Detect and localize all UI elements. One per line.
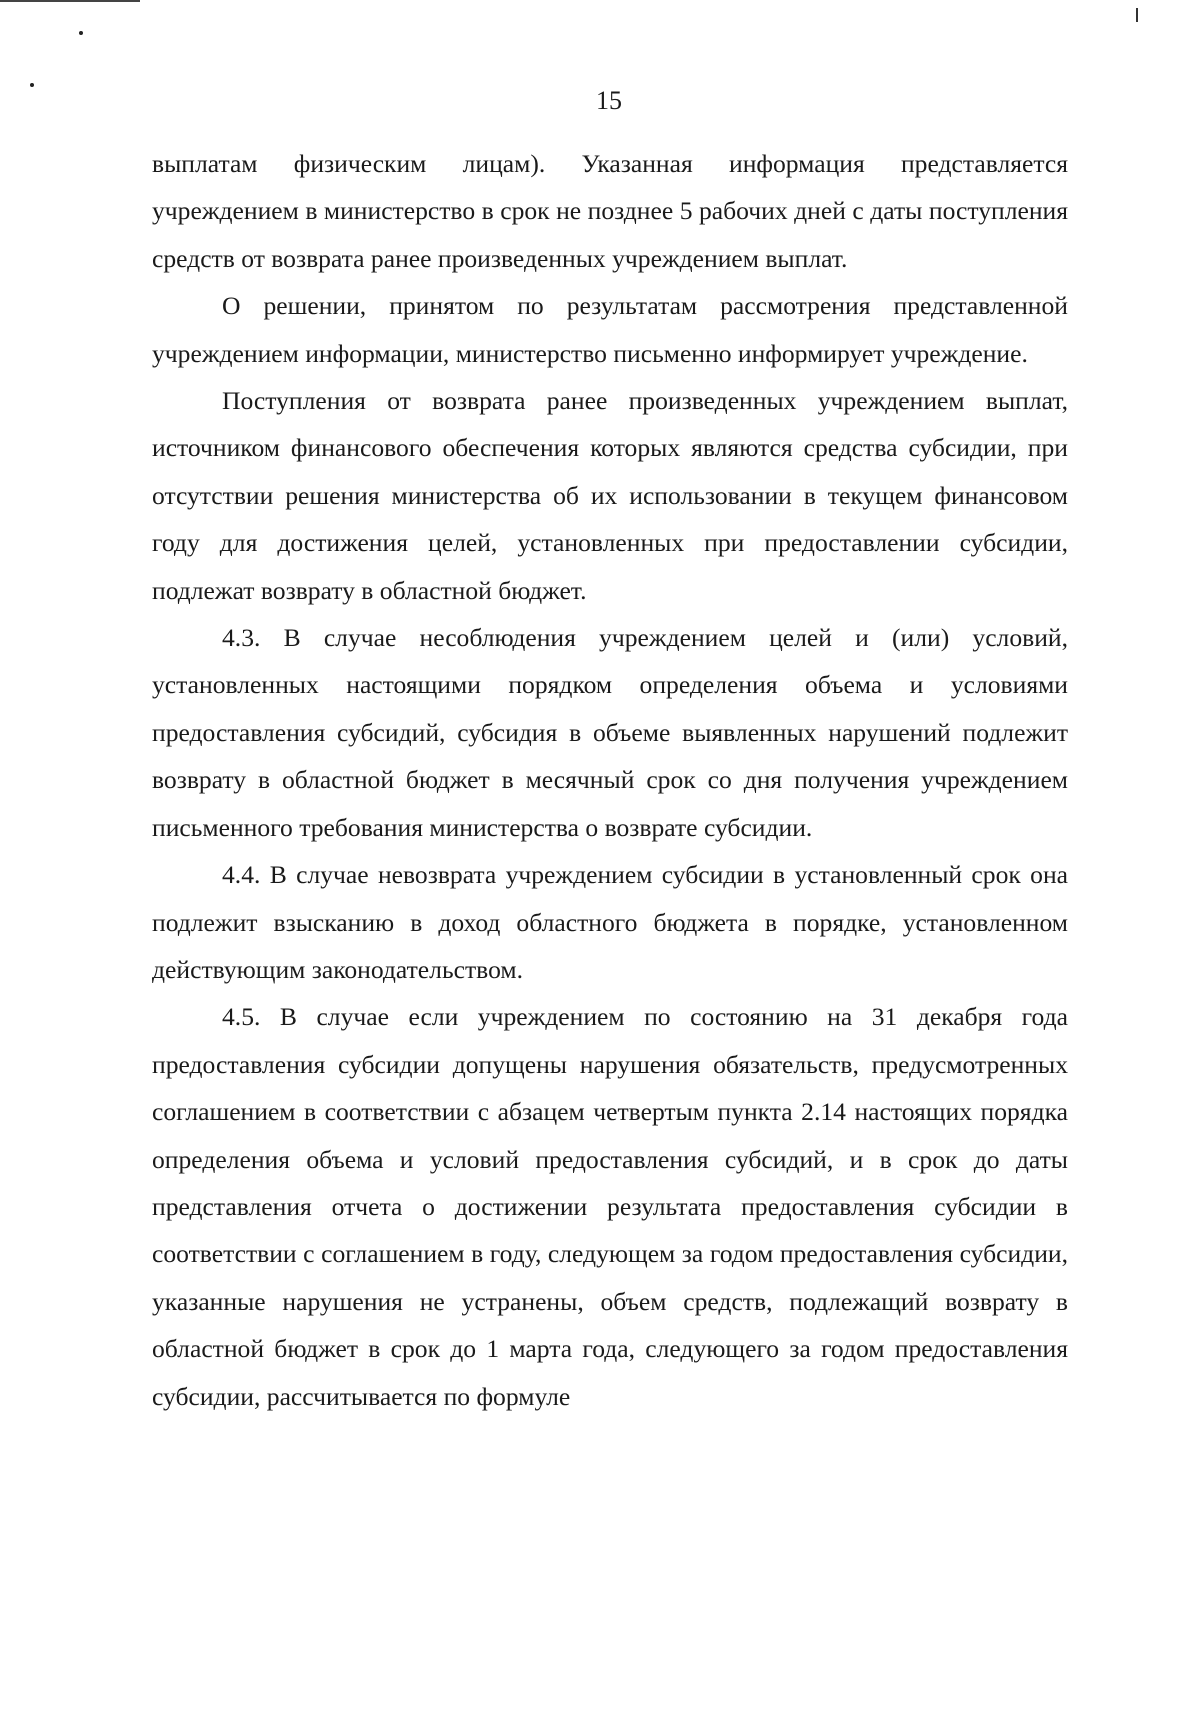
- page-number: 15: [596, 86, 622, 115]
- paragraph: Поступления от возврата ранее произведенных учреждением выплат, источником финансового обеспечения которых являются средства субсидии, при отсутствии решения министерства об их использовании в текущем финансовом году для достижения целей, установленных при предоставлении субсидии, подлежат возврату в областной бюджет.: [152, 386, 1068, 605]
- paragraph: О решении, принятом по результатам рассмотрения представленной учреждением информации, министерство письменно информирует учреждение.: [152, 291, 1068, 368]
- scan-artifact-dot: [79, 31, 83, 35]
- paragraph-section-4-4: 4.4. В случае невозврата учреждением субсидии в установленный срок она подлежит взысканию в доход областного бюджета в порядке, установленном действующим законодательством.: [152, 860, 1068, 984]
- scan-artifact-tick: [1136, 8, 1138, 22]
- document-body: [152, 140, 1068, 1420]
- paragraph-section-4-5: 4.5. В случае если учреждением по состоянию на 31 декабря года предоставления субсидии допущены нарушения обязательств, предусмотренных соглашением в соответствии с абзацем четвертым пункта 2.14 настоящих порядка определения объема и условий предоставления субсидий, и в срок до даты представления отчета о достижении результата предоставления субсидии в соответствии с соглашением в году, следующем за годом предоставления субсидии, указанные нарушения не устранены, объем средств, подлежащий возврату в областной бюджет в срок до 1 марта года, следующего за годом предоставления субсидии, рассчитывается по формуле: [152, 1002, 1068, 1411]
- paragraph-section-4-3: 4.3. В случае несоблюдения учреждением целей и (или) условий, установленных настоящими порядком определения объема и условиями предоставления субсидий, субсидия в объеме выявленных нарушений подлежит возврату в областной бюджет в месячный срок со дня получения учреждением письменного требования министерства о возврате субсидии.: [152, 623, 1068, 842]
- scan-artifact-line: [0, 0, 140, 2]
- paragraph: выплатам физическим лицам). Указанная информация представляется учреждением в министерство в срок не позднее 5 рабочих дней с даты поступления средств от возврата ранее произведенных учреждением выплат.: [152, 149, 1068, 273]
